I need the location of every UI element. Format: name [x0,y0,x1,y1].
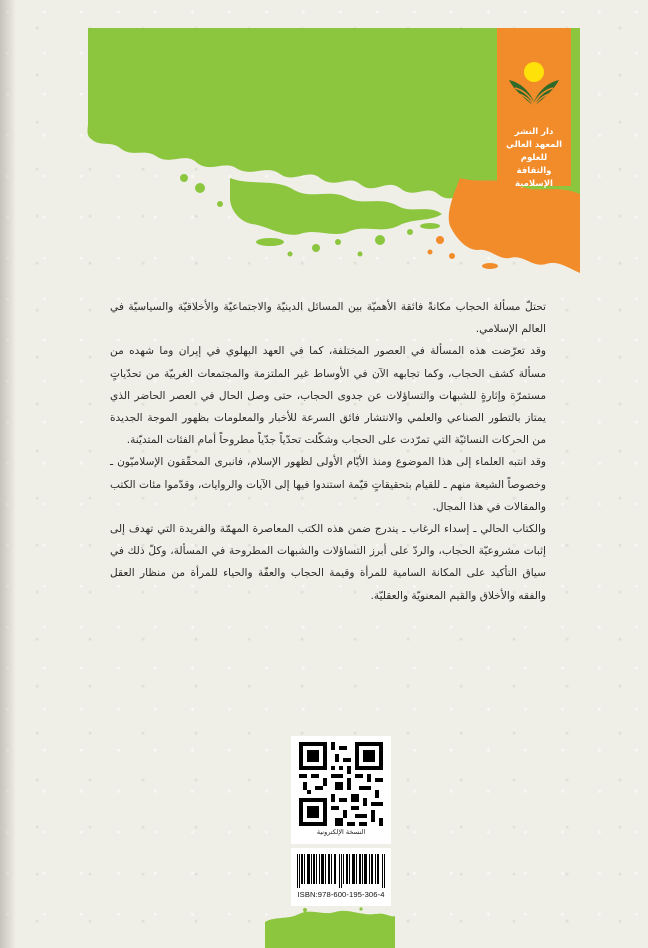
qr-code-icon [299,742,383,826]
qr-caption: النسخة الإلكترونية [316,828,366,836]
publisher-block [497,28,571,189]
blurb-paragraph-2: وقد تعرّضت هذه المسألة في العصور المختلفة، كما في العهد البهلوي في إيران وما شهده من مسألة كشف الحجاب، وكما تجابهه الآن في الأوساط غير الملتزمة والمجتمعات الغربيّة من تحدّياتٍ مستمرّة وإثارةٍ للشبهات والتساؤلات عن جدوى الحجاب، حتى وصل الحال في العصر الحاضر الذي يمتاز بالتطور الصناعي والعلمي والانتشار فائق السرعة للأخبار والمعلومات بظهور الموجة الجديدة من الحركات النسائيّة التي تمرّدت على الحجاب وشكّلت تحدّياً جدّياً مطروحاً أمام الفئات المتديّنة. [110,345,546,447]
blurb-paragraph-1: تحتلّ مسألة الحجاب مكانةً فائقة الأهميّة بين المسائل الدينيّة والاجتماعيّة والأخلاقيّة والسياسيّة في العالم الإسلامي. [110,301,546,336]
publisher-line-1: دار النشر [514,127,554,137]
qr-code-box[interactable] [291,736,391,844]
publisher-name [499,126,569,191]
spine-shadow [0,0,16,948]
publisher-line-2: المعهد العالي للعلوم [506,140,562,163]
publisher-line-3: والثقافة الإسلامية [515,166,553,189]
blurb-text [110,296,546,607]
isbn-number: ISBN:978-600-195-306-4 [297,890,385,899]
blurb-paragraph-4: والكتاب الحالي ـ إسداء الرغاب ـ يندرج ضمن هذه الكتب المعاصرة المهمّة والفريدة التي تهدف إلى إثبات مشروعيّة الحجاب، والردّ على أبرز التساؤلات والشبهات المطروحة في المسألة، وكلّ ذلك في سياق التأكيد على المكانة السامية للمرأة وقيمة الحجاب والعفّة والحياء للمرأة من منظار العقل والفقه والأخلاق والقيم المعنويّة والعقليّة. [110,523,546,602]
barcode-box [291,848,391,906]
publisher-logo-icon [505,58,563,110]
blurb-paragraph-3: وقد انتبه العلماء إلى هذا الموضوع ومنذ الأيّام الأولى لظهور الإسلام، فانبرى المحقّقون الإسلاميّون ـ وخصوصاً الشيعة منهم ـ للقيام بتحقيقاتٍ قيّمة استندوا فيها إلى الآيات والروايات، وقدّموا مئات الكتب والمقالات في هذا المجال. [110,456,546,513]
barcode-icon [297,854,385,888]
bottom-green-splash-icon [265,906,395,948]
